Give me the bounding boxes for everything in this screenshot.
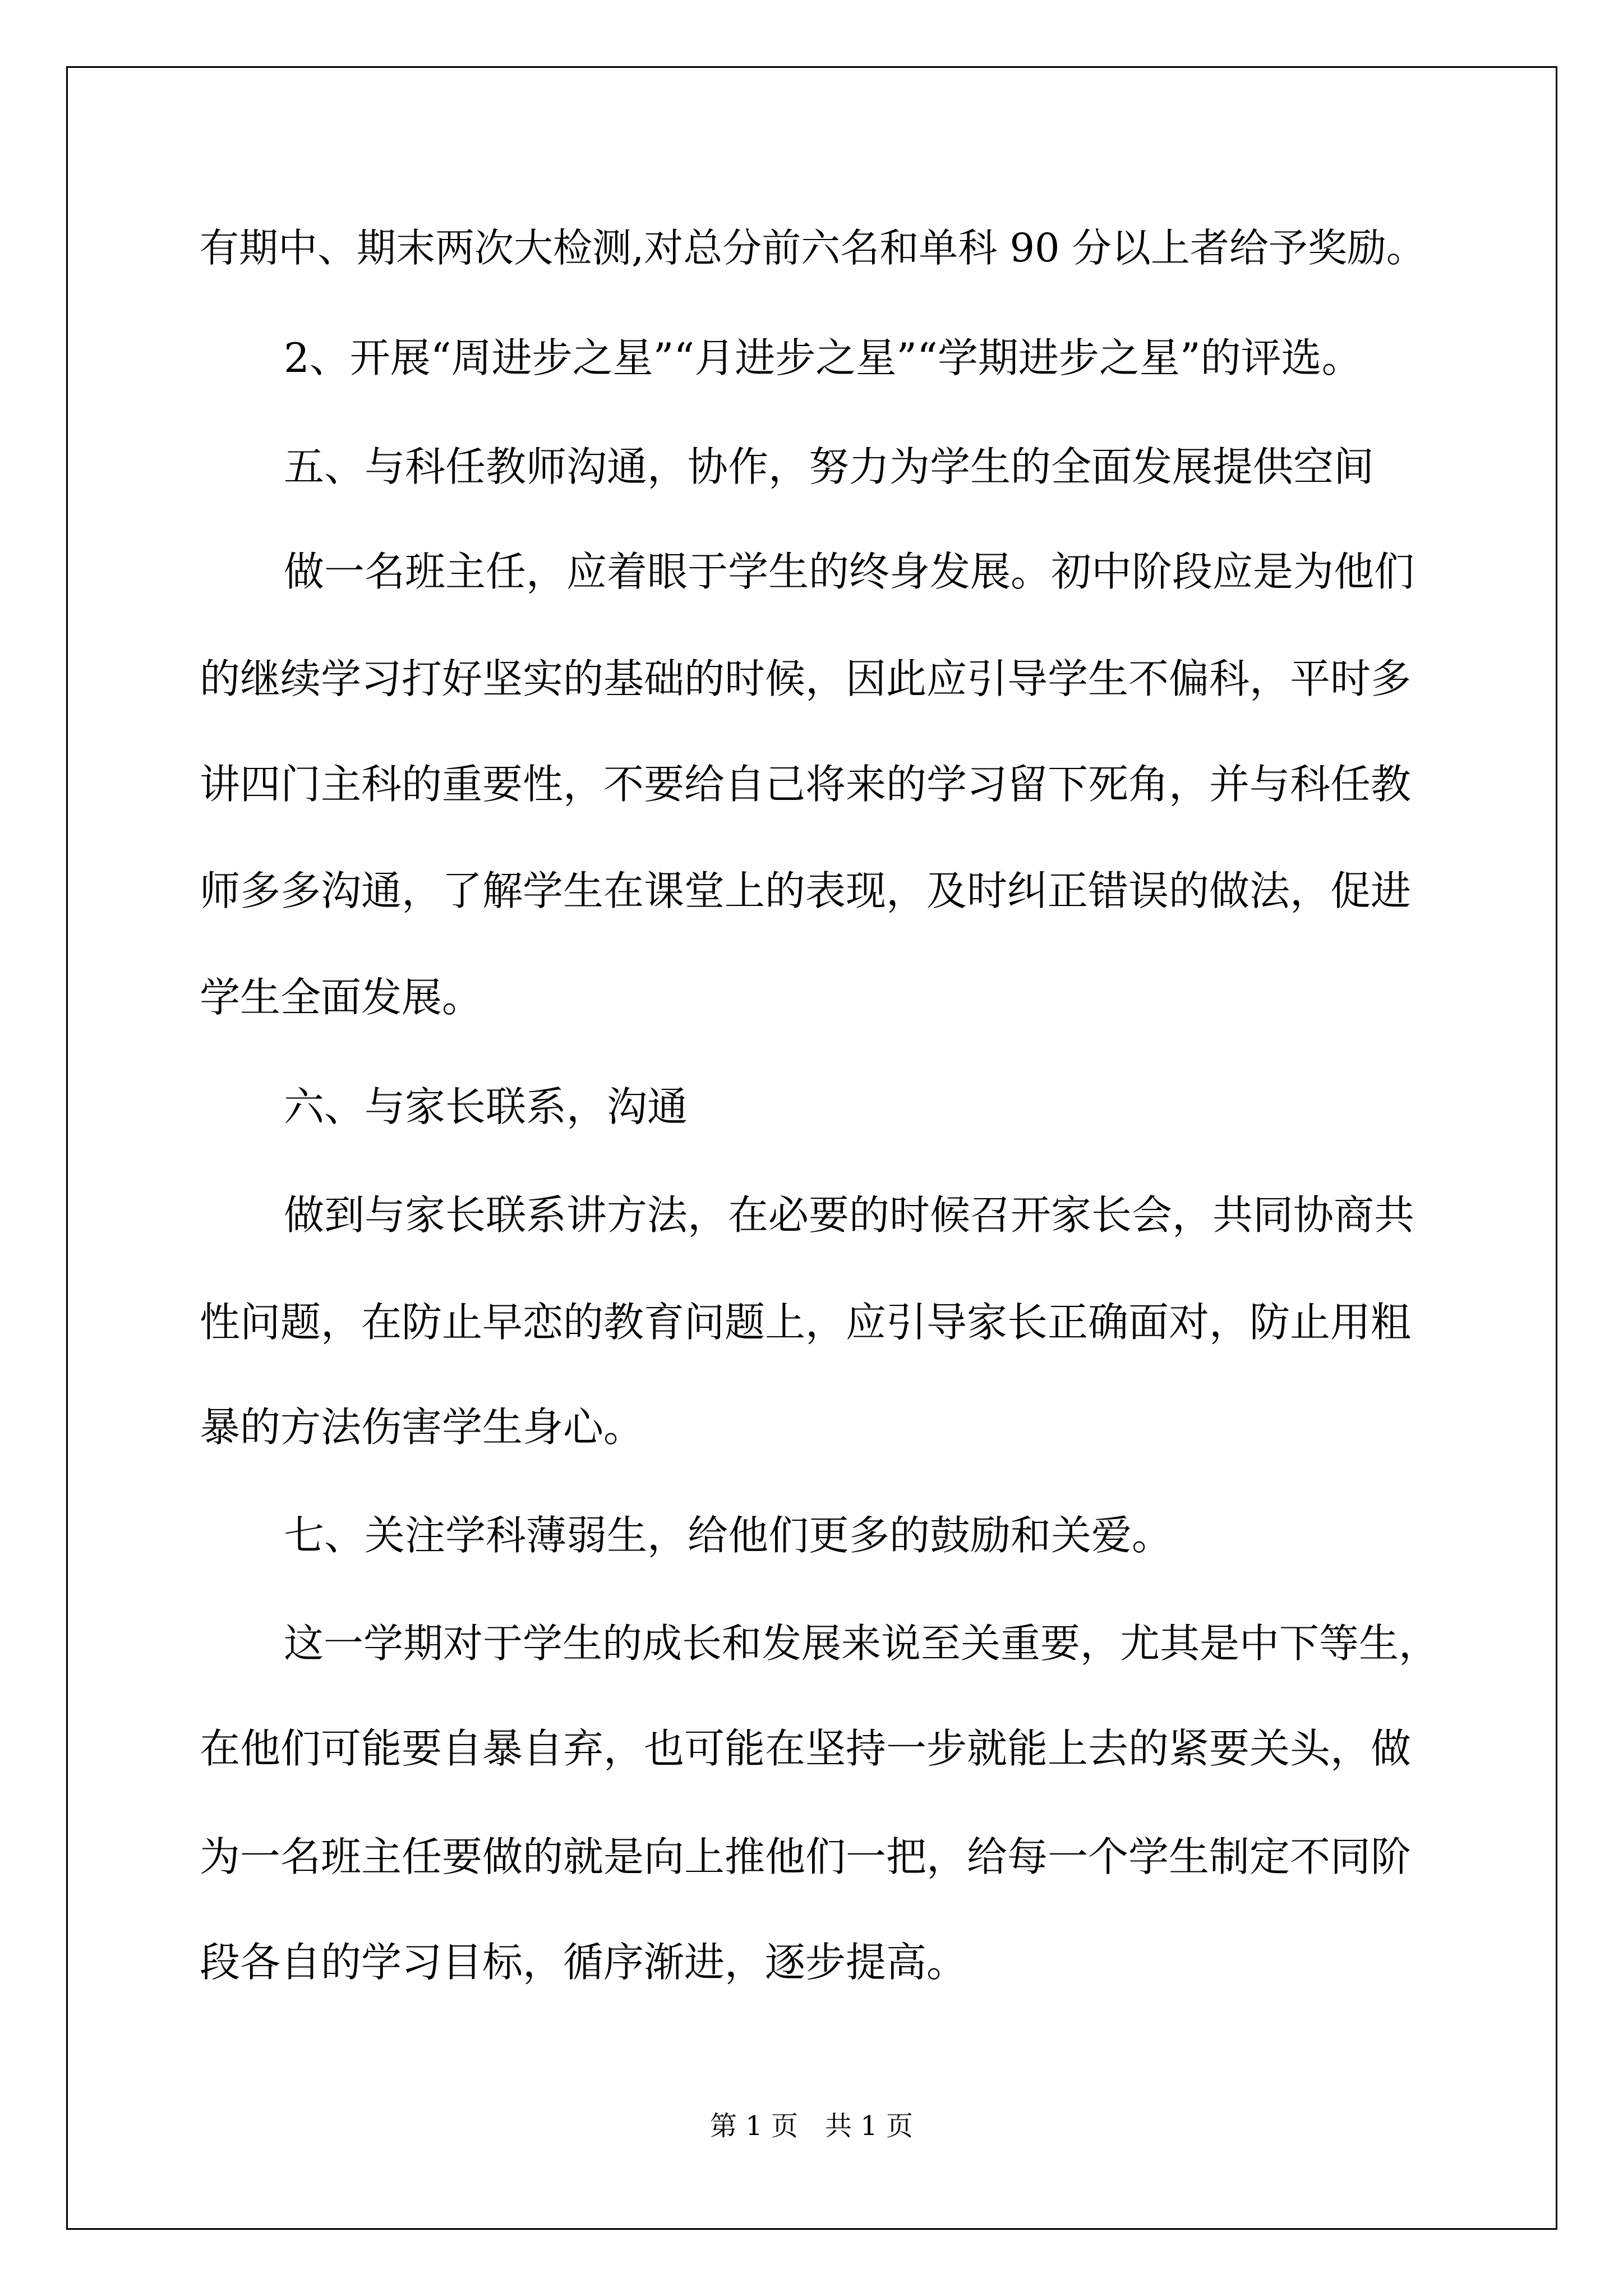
page-number-footer: 第 1 页 共 1 页 xyxy=(709,2110,914,2142)
section-heading-6: 六、与家长联系，沟通 xyxy=(284,1083,688,1130)
paragraph-line: 这一学期对于学生的成长和发展来说至关重要，尤其是中下等生， xyxy=(284,1620,1439,1667)
paragraph-line: 做一名班主任，应着眼于学生的终身发展。初中阶段应是为他们 xyxy=(284,548,1415,595)
paragraph-line: 有期中、期末两次大检测,对总分前六名和单科 90 分以上者给予奖励。 xyxy=(200,225,1426,271)
section-heading-7: 七、关注学科薄弱生，给他们更多的鼓励和关爱。 xyxy=(284,1512,1173,1559)
paragraph-line: 为一名班主任要做的就是向上推他们一把，给每一个学生制定不同阶 xyxy=(200,1833,1412,1880)
paragraph-line: 讲四门主科的重要性，不要给自己将来的学习留下死角，并与科任教 xyxy=(200,761,1412,808)
page-border xyxy=(66,66,1557,2230)
paragraph-line: 的继续学习打好坚实的基础的时候，因此应引导学生不偏科，平时多 xyxy=(200,655,1412,702)
paragraph-line: 师多多沟通，了解学生在课堂上的表现，及时纠正错误的做法，促进 xyxy=(200,867,1412,914)
paragraph-line: 暴的方法伤害学生身心。 xyxy=(200,1404,644,1451)
section-heading-5: 五、与科任教师沟通，协作，努力为学生的全面发展提供空间 xyxy=(284,443,1375,490)
paragraph-line: 做到与家长联系讲方法，在必要的时候召开家长会，共同协商共 xyxy=(284,1191,1415,1239)
paragraph-line: 学生全面发展。 xyxy=(200,974,483,1021)
paragraph-line: 性问题，在防止早恋的教育问题上，应引导家长正确面对，防止用粗 xyxy=(200,1299,1412,1346)
paragraph-line: 段各自的学习目标，循序渐进，逐步提高。 xyxy=(200,1939,967,1986)
list-item-2: 2、开展“周进步之星”“月进步之星”“学期进步之星”的评选。 xyxy=(284,334,1362,381)
paragraph-line: 在他们可能要自暴自弃，也可能在坚持一步就能上去的紧要关头，做 xyxy=(200,1725,1412,1772)
